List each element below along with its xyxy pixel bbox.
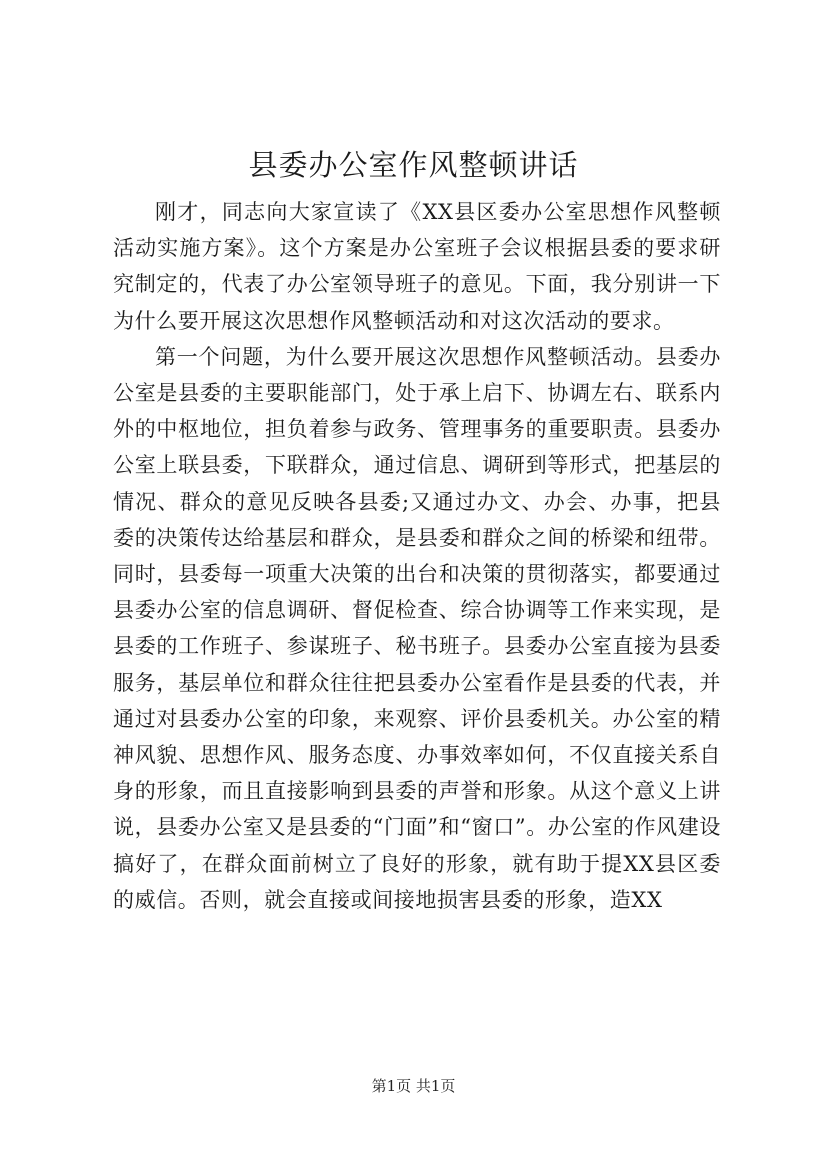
page-footer: 第1页 共1页 [371, 1077, 456, 1095]
paragraph-intro: 刚才，同志向大家宣读了《XX县区委办公室思想作风整顿活动实施方案》。这个方案是办公室班子会议根据县委的要求研究制定的，代表了办公室领导班子的意见。下面，我分别讲一下为什么要开展这次思想作风整顿活动和对这次活动的要求。 [113, 200, 721, 333]
document-body [113, 194, 721, 918]
paragraph-first-question: 第一个问题，为什么要开展这次思想作风整顿活动。县委办公室是县委的主要职能部门，处于承上启下、协调左右、联系内外的中枢地位，担负着参与政务、管理事务的重要职责。县委办公室上联县委，下联群众，通过信息、调研到等形式，把基层的情况、群众的意见反映各县委;又通过办文、办会、办事，把县委的决策传达给基层和群众，是县委和群众之间的桥梁和纽带。同时，县委每一项重大决策的出台和决策的贯彻落实，都要通过县委办公室的信息调研、督促检查、综合协调等工作来实现，是县委的工作班子、参谋班子、秘书班子。县委办公室直接为县委服务，基层单位和群众往往把县委办公室看作是县委的代表，并通过对县委办公室的印象，来观察、评价县委机关。办公室的精神风貌、思想作风、服务态度、办事效率如何，不仅直接关系自身的形象，而且直接影响到县委的声誉和形象。从这个意义上讲说，县委办公室又是县委的“门面”和“窗口”。办公室的作风建设搞好了，在群众面前树立了良好的形象，就有助于提XX县区委的威信。否则，就会直接或间接地损害县委的形象，造XX [113, 344, 721, 912]
document-title: 县委办公室作风整顿讲话 [248, 148, 579, 182]
